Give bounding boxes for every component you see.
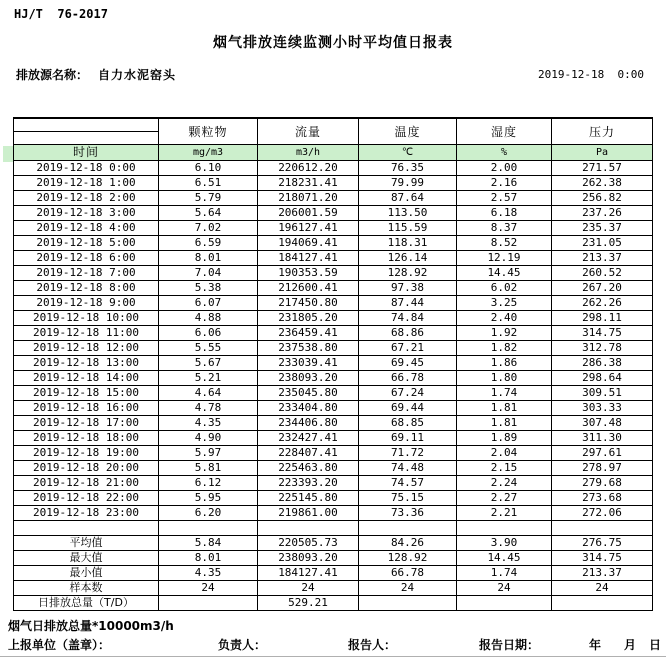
summary-value-cell: 314.75	[552, 551, 653, 566]
value-cell: 196127.41	[258, 221, 359, 236]
value-cell: 68.85	[359, 416, 457, 431]
standard-code: HJ/T 76-2017	[14, 7, 108, 21]
summary-label-cell: 最大值	[14, 551, 159, 566]
value-cell: 6.07	[159, 296, 258, 311]
summary-value-cell: 3.90	[457, 536, 552, 551]
time-cell: 2019-12-18 14:00	[14, 371, 159, 386]
value-cell: 97.38	[359, 281, 457, 296]
value-cell: 206001.59	[258, 206, 359, 221]
column-header: 颗粒物	[159, 118, 258, 145]
value-cell: 194069.41	[258, 236, 359, 251]
value-cell: 1.81	[457, 401, 552, 416]
value-cell: 75.15	[359, 491, 457, 506]
value-cell: 6.51	[159, 176, 258, 191]
source-name-label: 排放源名称：	[16, 68, 89, 82]
table-row	[14, 311, 653, 326]
value-cell: 8.37	[457, 221, 552, 236]
table-row	[14, 476, 653, 491]
value-cell: 303.33	[552, 401, 653, 416]
value-cell: 235.37	[552, 221, 653, 236]
value-cell: 74.57	[359, 476, 457, 491]
value-cell: 238093.20	[258, 371, 359, 386]
page-title: 烟气排放连续监测小时平均值日报表	[213, 35, 453, 51]
table-row	[14, 566, 653, 581]
table-row	[14, 356, 653, 371]
value-cell: 279.68	[552, 476, 653, 491]
summary-value-cell: 24	[359, 581, 457, 596]
value-cell: 5.64	[159, 206, 258, 221]
summary-value-cell: 184127.41	[258, 566, 359, 581]
reporter-label: 报告人：	[348, 638, 397, 652]
value-cell: 1.92	[457, 326, 552, 341]
blank-cell	[457, 521, 552, 536]
summary-value-cell: 24	[457, 581, 552, 596]
value-cell: 2.00	[457, 161, 552, 176]
summary-value-cell: 8.01	[159, 551, 258, 566]
value-cell: 115.59	[359, 221, 457, 236]
value-cell: 272.06	[552, 506, 653, 521]
time-cell: 2019-12-18 10:00	[14, 311, 159, 326]
table-row	[14, 341, 653, 356]
column-header: 压力	[552, 118, 653, 145]
blank-cell	[258, 521, 359, 536]
header-row-top	[14, 118, 653, 132]
time-cell: 2019-12-18 18:00	[14, 431, 159, 446]
table-row	[14, 281, 653, 296]
blank-cell	[552, 521, 653, 536]
value-cell: 231.05	[552, 236, 653, 251]
value-cell: 311.30	[552, 431, 653, 446]
value-cell: 1.82	[457, 341, 552, 356]
value-cell: 223393.20	[258, 476, 359, 491]
value-cell: 2.16	[457, 176, 552, 191]
report-date-label: 报告日期：	[479, 638, 540, 652]
value-cell: 2.15	[457, 461, 552, 476]
table-row	[14, 596, 653, 611]
value-cell: 3.25	[457, 296, 552, 311]
value-cell: 184127.41	[258, 251, 359, 266]
value-cell: 297.61	[552, 446, 653, 461]
time-cell: 2019-12-18 7:00	[14, 266, 159, 281]
blank-cell	[14, 521, 159, 536]
table-row	[14, 401, 653, 416]
value-cell: 73.36	[359, 506, 457, 521]
value-cell: 1.81	[457, 416, 552, 431]
table-row	[14, 221, 653, 236]
column-header: 温度	[359, 118, 457, 145]
summary-value-cell	[552, 596, 653, 611]
value-cell: 6.10	[159, 161, 258, 176]
value-cell: 286.38	[552, 356, 653, 371]
value-cell: 233404.80	[258, 401, 359, 416]
value-cell: 4.78	[159, 401, 258, 416]
unit-cell: m3/h	[258, 145, 359, 161]
table-row	[14, 386, 653, 401]
summary-value-cell: 4.35	[159, 566, 258, 581]
summary-label-cell: 日排放总量（T/D）	[14, 596, 159, 611]
table-row	[14, 521, 653, 536]
day-label: 日	[649, 638, 662, 652]
summary-value-cell: 24	[159, 581, 258, 596]
summary-value-cell	[359, 596, 457, 611]
value-cell: 5.67	[159, 356, 258, 371]
value-cell: 2.27	[457, 491, 552, 506]
value-cell: 312.78	[552, 341, 653, 356]
time-cell: 2019-12-18 2:00	[14, 191, 159, 206]
blank-cell	[359, 521, 457, 536]
summary-value-cell	[159, 596, 258, 611]
value-cell: 298.11	[552, 311, 653, 326]
time-header-split-top	[14, 118, 159, 132]
value-cell: 6.59	[159, 236, 258, 251]
column-header: 湿度	[457, 118, 552, 145]
time-cell: 2019-12-18 1:00	[14, 176, 159, 191]
hourly-average-table	[13, 117, 653, 611]
table-row	[14, 191, 653, 206]
value-cell: 5.21	[159, 371, 258, 386]
summary-value-cell: 84.26	[359, 536, 457, 551]
value-cell: 128.92	[359, 266, 457, 281]
table-row	[14, 446, 653, 461]
value-cell: 87.44	[359, 296, 457, 311]
table-row	[14, 506, 653, 521]
value-cell: 2.57	[457, 191, 552, 206]
value-cell: 234406.80	[258, 416, 359, 431]
value-cell: 212600.41	[258, 281, 359, 296]
time-header: 时间	[14, 145, 159, 161]
value-cell: 69.11	[359, 431, 457, 446]
time-cell: 2019-12-18 23:00	[14, 506, 159, 521]
time-cell: 2019-12-18 5:00	[14, 236, 159, 251]
summary-label-cell: 平均值	[14, 536, 159, 551]
value-cell: 6.06	[159, 326, 258, 341]
table-row	[14, 416, 653, 431]
time-cell: 2019-12-18 8:00	[14, 281, 159, 296]
value-cell: 5.38	[159, 281, 258, 296]
table-row	[14, 296, 653, 311]
value-cell: 307.48	[552, 416, 653, 431]
value-cell: 5.55	[159, 341, 258, 356]
table-row	[14, 461, 653, 476]
value-cell: 262.38	[552, 176, 653, 191]
value-cell: 5.81	[159, 461, 258, 476]
value-cell: 69.45	[359, 356, 457, 371]
time-cell: 2019-12-18 17:00	[14, 416, 159, 431]
report-unit-label: 上报单位（盖章）：	[8, 638, 111, 652]
month-label: 月	[624, 638, 637, 652]
table-row	[14, 266, 653, 281]
bottom-divider	[0, 656, 666, 657]
summary-value-cell: 529.21	[258, 596, 359, 611]
summary-label-cell: 最小值	[14, 566, 159, 581]
value-cell: 262.26	[552, 296, 653, 311]
value-cell: 2.40	[457, 311, 552, 326]
value-cell: 232427.41	[258, 431, 359, 446]
time-cell: 2019-12-18 13:00	[14, 356, 159, 371]
table-row	[14, 371, 653, 386]
value-cell: 74.48	[359, 461, 457, 476]
value-cell: 228407.41	[258, 446, 359, 461]
value-cell: 217450.80	[258, 296, 359, 311]
summary-value-cell: 213.37	[552, 566, 653, 581]
value-cell: 6.02	[457, 281, 552, 296]
summary-value-cell: 24	[258, 581, 359, 596]
summary-value-cell: 238093.20	[258, 551, 359, 566]
report-datetime: 2019-12-18 0:00	[538, 68, 644, 81]
time-cell: 2019-12-18 19:00	[14, 446, 159, 461]
value-cell: 2.04	[457, 446, 552, 461]
table-row	[14, 581, 653, 596]
value-cell: 256.82	[552, 191, 653, 206]
summary-value-cell: 5.84	[159, 536, 258, 551]
unit-cell: ℃	[359, 145, 457, 161]
summary-value-cell: 1.74	[457, 566, 552, 581]
value-cell: 237538.80	[258, 341, 359, 356]
value-cell: 66.78	[359, 371, 457, 386]
unit-cell: mg/m3	[159, 145, 258, 161]
value-cell: 67.21	[359, 341, 457, 356]
unit-cell: Pa	[552, 145, 653, 161]
time-cell: 2019-12-18 4:00	[14, 221, 159, 236]
time-cell: 2019-12-18 20:00	[14, 461, 159, 476]
value-cell: 314.75	[552, 326, 653, 341]
table-row	[14, 491, 653, 506]
value-cell: 271.57	[552, 161, 653, 176]
value-cell: 71.72	[359, 446, 457, 461]
summary-value-cell: 14.45	[457, 551, 552, 566]
unit-cell: %	[457, 145, 552, 161]
summary-value-cell: 276.75	[552, 536, 653, 551]
source-name-value: 自力水泥窑头	[98, 68, 177, 82]
value-cell: 68.86	[359, 326, 457, 341]
summary-value-cell: 220505.73	[258, 536, 359, 551]
summary-value-cell: 24	[552, 581, 653, 596]
value-cell: 225145.80	[258, 491, 359, 506]
value-cell: 2.21	[457, 506, 552, 521]
table-row	[14, 326, 653, 341]
time-cell: 2019-12-18 16:00	[14, 401, 159, 416]
value-cell: 5.79	[159, 191, 258, 206]
time-cell: 2019-12-18 12:00	[14, 341, 159, 356]
value-cell: 4.90	[159, 431, 258, 446]
value-cell: 5.97	[159, 446, 258, 461]
value-cell: 220612.20	[258, 161, 359, 176]
value-cell: 309.51	[552, 386, 653, 401]
value-cell: 231805.20	[258, 311, 359, 326]
table-row	[14, 431, 653, 446]
value-cell: 4.88	[159, 311, 258, 326]
value-cell: 4.64	[159, 386, 258, 401]
summary-value-cell: 128.92	[359, 551, 457, 566]
value-cell: 2.24	[457, 476, 552, 491]
summary-label-cell: 样本数	[14, 581, 159, 596]
value-cell: 6.12	[159, 476, 258, 491]
value-cell: 298.64	[552, 371, 653, 386]
value-cell: 7.04	[159, 266, 258, 281]
value-cell: 1.89	[457, 431, 552, 446]
value-cell: 79.99	[359, 176, 457, 191]
time-cell: 2019-12-18 22:00	[14, 491, 159, 506]
value-cell: 8.01	[159, 251, 258, 266]
value-cell: 236459.41	[258, 326, 359, 341]
value-cell: 76.35	[359, 161, 457, 176]
time-cell: 2019-12-18 9:00	[14, 296, 159, 311]
table-row	[14, 206, 653, 221]
value-cell: 213.37	[552, 251, 653, 266]
time-cell: 2019-12-18 15:00	[14, 386, 159, 401]
blank-cell	[159, 521, 258, 536]
value-cell: 278.97	[552, 461, 653, 476]
table-row	[14, 161, 653, 176]
value-cell: 126.14	[359, 251, 457, 266]
table-row	[14, 251, 653, 266]
value-cell: 14.45	[457, 266, 552, 281]
value-cell: 260.52	[552, 266, 653, 281]
table-row	[14, 236, 653, 251]
value-cell: 5.95	[159, 491, 258, 506]
value-cell: 1.86	[457, 356, 552, 371]
year-label: 年	[589, 638, 602, 652]
value-cell: 87.64	[359, 191, 457, 206]
responsible-person-label: 负责人：	[218, 638, 267, 652]
summary-value-cell	[457, 596, 552, 611]
table-row	[14, 176, 653, 191]
table-row	[14, 551, 653, 566]
value-cell: 237.26	[552, 206, 653, 221]
table-row	[14, 536, 653, 551]
value-cell: 273.68	[552, 491, 653, 506]
value-cell: 218071.20	[258, 191, 359, 206]
value-cell: 113.50	[359, 206, 457, 221]
value-cell: 218231.41	[258, 176, 359, 191]
time-cell: 2019-12-18 3:00	[14, 206, 159, 221]
units-row	[14, 145, 653, 161]
value-cell: 118.31	[359, 236, 457, 251]
value-cell: 225463.80	[258, 461, 359, 476]
value-cell: 190353.59	[258, 266, 359, 281]
value-cell: 7.02	[159, 221, 258, 236]
value-cell: 235045.80	[258, 386, 359, 401]
value-cell: 69.44	[359, 401, 457, 416]
time-cell: 2019-12-18 6:00	[14, 251, 159, 266]
column-header: 流量	[258, 118, 359, 145]
value-cell: 233039.41	[258, 356, 359, 371]
value-cell: 12.19	[457, 251, 552, 266]
value-cell: 267.20	[552, 281, 653, 296]
value-cell: 6.18	[457, 206, 552, 221]
total-emission-footnote: 烟气日排放总量*10000m3/h	[8, 619, 174, 633]
value-cell: 1.80	[457, 371, 552, 386]
value-cell: 219861.00	[258, 506, 359, 521]
time-cell: 2019-12-18 11:00	[14, 326, 159, 341]
time-header-split-bottom	[14, 132, 159, 145]
value-cell: 4.35	[159, 416, 258, 431]
time-cell: 2019-12-18 21:00	[14, 476, 159, 491]
value-cell: 8.52	[457, 236, 552, 251]
value-cell: 67.24	[359, 386, 457, 401]
value-cell: 74.84	[359, 311, 457, 326]
summary-value-cell: 66.78	[359, 566, 457, 581]
time-cell: 2019-12-18 0:00	[14, 161, 159, 176]
value-cell: 6.20	[159, 506, 258, 521]
value-cell: 1.74	[457, 386, 552, 401]
